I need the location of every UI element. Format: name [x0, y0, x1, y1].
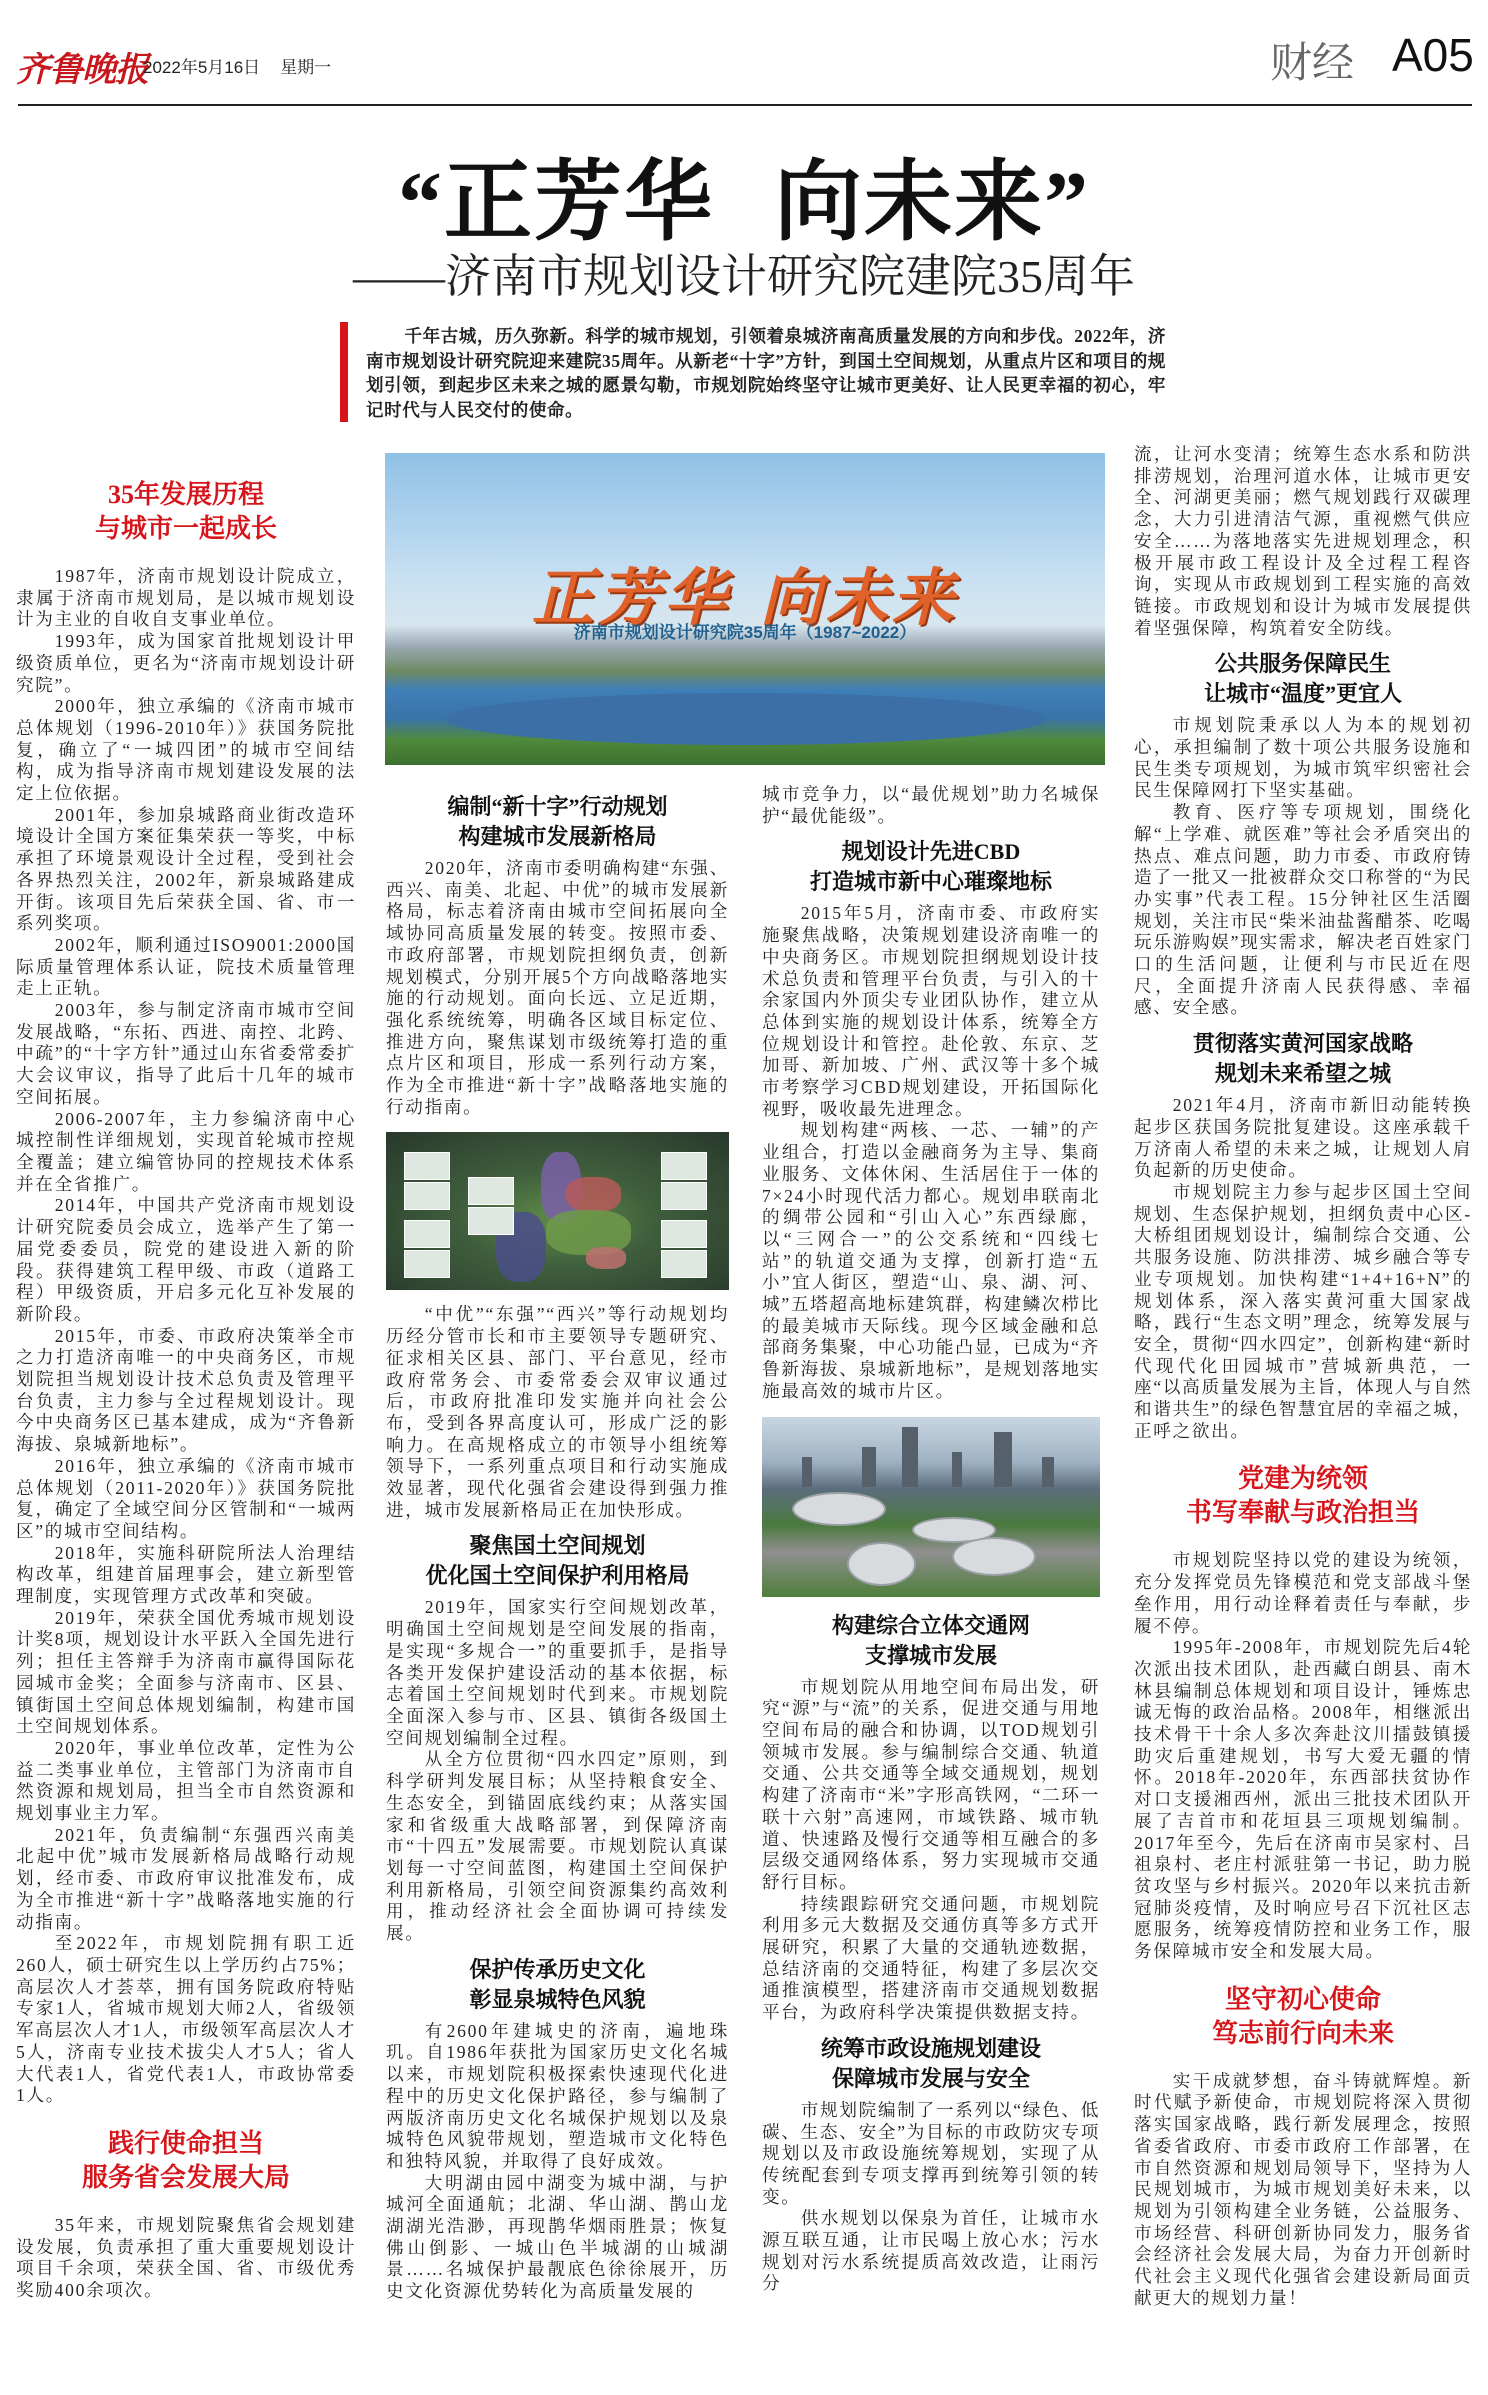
- heading-line: 让城市“温度”更宜人: [1203, 681, 1402, 707]
- article-paragraph: 2003年，参与制定济南市城市空间发展战略，“东拓、西进、南控、北跨、中疏”的“十字方针”通过山东省委常委扩大会议审议，指导了此后十几年的城市空间拓展。: [16, 1000, 356, 1107]
- heading-line: 35年发展历程: [107, 480, 264, 509]
- article-paragraph: 持续跟踪研究交通问题，市规划院利用多元大数据及交通仿真等多方式开展研究，积累了大量的交通轨迹数据，总结济南的交通特征，构建了多层次交通推演模型，搭建济南市交通规划数据平台，为政府科学决策提供数据支持。: [762, 1893, 1100, 2023]
- heading-line: 保障城市发展与安全: [831, 2065, 1030, 2091]
- hero-image: [385, 453, 1105, 765]
- page-subtitle: ——济南市规划设计研究院建院35周年: [353, 251, 1135, 302]
- article-paragraph: 2015年，市委、市政府决策举全市之力打造济南唯一的中央商务区，市规划院担当规划设计技术总负责及管理平台负责，主力参与全过程规划设计。现今中央商务区已基本建成，成为“齐鲁新海拔、泉城新地标”。: [16, 1325, 356, 1455]
- weekday-text: 星期一: [280, 58, 332, 77]
- heading-line: 规划设计先进CBD: [841, 839, 1021, 865]
- article-paragraph: 2002年，顺利通过ISO9001:2000国际质量管理体系认证，院技术质量管理走上正轨。: [16, 934, 356, 999]
- article-paragraph: 城市竞争力，以“最优规划”助力名城保护“最优能级”。: [762, 784, 1100, 826]
- article-paragraph: 2015年5月，济南市委、市政府实施聚焦战略，决策规划建设济南唯一的中央商务区。市规划院担纲规划设计技术总负责和管理平台负责，与引入的十余家国内外顶尖专业团队协作，建立从总体到实施的规划设计体系，统筹全方位规划设计和管控。赴伦敦、东京、芝加哥、新加坡、广州、武汉等十多个城市考察学习CBD规划建设，开拓国际化视野，吸收最先进理念。: [762, 903, 1100, 1119]
- heading-line: 统筹市政设施规划建设: [820, 2035, 1041, 2061]
- heading-line: 编制“新十字”行动规划: [447, 794, 668, 819]
- section-heading: [762, 2034, 1100, 2094]
- article-paragraph: “中优”“东强”“西兴”等行动规划均历经分管市长和市主要领导专题研究、征求相关区县、部门、平台意见，经市政府常务会、市委常委会双审议通过后，市政府批准印发实施并向社会公布，受到各界高度认可，形成广泛的影响力。在高规格成立的市领导小组统筹领导下，一系列重点项目和行动实施成效显著，现代化强省会建设得到强力推进，城市发展新格局正在加快形成。: [386, 1304, 729, 1520]
- map-thumbnail: [404, 1182, 450, 1210]
- lead-paragraph-box: [340, 322, 1170, 422]
- section-heading: [386, 792, 729, 852]
- heading-line: 聚焦国土空间规划: [469, 1533, 646, 1559]
- section-heading: [386, 1955, 729, 2015]
- heading-line: 坚守初心使命: [1224, 1984, 1381, 2014]
- heading-line: 贯彻落实黄河国家战略: [1192, 1031, 1413, 1057]
- article-paragraph: 2021年，负责编制“东强西兴南美北起中优”城市发展新格局战略行动规划，经市委、市政府审议批准发布，成为全市推进“新十字”战略落地实施的行动指南。: [16, 1824, 356, 1932]
- section-heading: [16, 478, 356, 546]
- heading-line: 践行使命担当: [107, 2128, 264, 2158]
- heading-line: 笃志前行向未来: [1211, 2018, 1394, 2048]
- heading-line: 打造城市新中心璀璨地标: [809, 869, 1052, 895]
- section-heading: [386, 1531, 729, 1591]
- section-heading: [1134, 649, 1472, 709]
- article-paragraph: 2001年，参加泉城路商业街改造环境设计全国方案征集荣获一等奖，中标承担了环境景观设计全过程，受到社会各界热烈关注，2002年，新泉城路建成开街。该项目先后荣获全国、省、市一系列奖项。: [16, 804, 356, 934]
- article-paragraph: 35年来，市规划院聚焦省会规划建设发展，负责承担了重大重要规划设计项目千余项，荣获全国、省、市级优秀奖励400余项次。: [16, 2214, 356, 2301]
- skyscraper-shape: [994, 1432, 1012, 1487]
- page-number: A05: [1392, 29, 1474, 81]
- heading-line: 优化国土空间保护利用格局: [425, 1563, 690, 1589]
- article-paragraph: 2018年，实施科研院所法人治理结构改革，组建首届理事会，建立新型管理制度，实现管理方式改革和突破。: [16, 1542, 356, 1607]
- date-text: 2022年5月16日: [143, 58, 261, 77]
- stadium-shape: [792, 1492, 886, 1526]
- article-paragraph: 1987年，济南市规划设计院成立，隶属于济南市规划局，是以城市规划设计为主业的自收自支事业单位。: [16, 566, 356, 630]
- heading-line: 保护传承历史文化: [469, 1956, 646, 1982]
- map-thumbnail: [468, 1207, 514, 1235]
- article-paragraph: 市规划院坚持以党的建设为统领，充分发挥党员先锋模范和党支部战斗堡垒作用，用行动诠释着责任与奉献，步履不停。: [1134, 1550, 1472, 1636]
- title-part-1: “正芳华: [397, 155, 714, 252]
- calligraphy-part-2: 向未来: [760, 565, 959, 633]
- calligraphy-part-1: 正芳华: [531, 565, 730, 633]
- header-divider: [18, 104, 1472, 106]
- article-paragraph: 规划构建“两核、一芯、一辅”的产业组合，打造以金融商务为主导、集商业服务、文体休闲、生活居住于一体的7×24小时现代活力都心。规划串联南北的绸带公园和“引山入心”东西绿廊，以“三网合一”的公交系统和“四线七站”的轨道交通为支撑，创新打造“五小”宜人街区，塑造“山、泉、湖、河、城”五塔超高地标建筑群，构建鳞次栉比的最美城市天际线。现今区域金融和总部商务集聚，中心功能凸显，已成为“齐鲁新海拔、泉城新地标”，是规划落地实施最高效的城市片区。: [762, 1120, 1100, 1401]
- lead-accent-bar: [340, 322, 348, 422]
- column-2: [386, 782, 729, 2303]
- hero-caption: 济南市规划设计研究院35周年（1987~2022）: [573, 623, 917, 642]
- lake-shape: [445, 693, 1045, 745]
- map-thumbnail: [661, 1182, 707, 1210]
- map-thumbnail: [404, 1220, 450, 1248]
- heading-line: 公共服务保障民生: [1214, 651, 1391, 677]
- map-thumbnail: [404, 1152, 450, 1180]
- article-paragraph: 教育、医疗等专项规划，围绕化解“上学难、就医难”等社会矛盾突出的热点、难点问题，助力市委、市政府铸造了一批又一批被群众交口称誉的“为民办实事”代表工程。15分钟社区生活圈规划，关注市民“柴米油盐酱醋茶、吃喝玩乐游购娱”现实需求，解决老百姓家门口的生活问题，让便利与市民近在咫尺，全面提升济南人民获得感、幸福感、安全感。: [1134, 802, 1472, 1018]
- map-district-shape: [566, 1177, 621, 1212]
- heading-line: 规划未来希望之城: [1214, 1061, 1391, 1087]
- map-thumbnail: [661, 1220, 707, 1248]
- section-name: 财经: [1270, 39, 1355, 86]
- section-heading: [1134, 1462, 1472, 1530]
- article-paragraph: 2020年，事业单位改革，定性为公益二类事业单位，主管部门为济南市自然资源和规划局，担当全市自然资源和规划事业主力军。: [16, 1737, 356, 1824]
- planning-map-image: [386, 1132, 729, 1290]
- article-paragraph: 2020年，济南市委明确构建“东强、西兴、南美、北起、中优”的城市发展新格局，标志着济南由城市空间拓展向全域协同高质量发展的转变。按照市委、市政府部署，市规划院担纲负责，创新规划模式，分别开展5个方向战略落地实施的行动规划。面向长远、立足近期，强化系统统筹，明确各区域目标定位、推进方向，聚焦谋划市级统筹打造的重点片区和项目，形成一系列行动方案，作为全市推进“新十字”战略落地实施的行动指南。: [386, 858, 729, 1117]
- article-paragraph: 2006-2007年，主力参编济南中心城控制性详细规划，实现首轮城市控规全覆盖；建立编管协同的控规技术体系并在全省推广。: [16, 1108, 356, 1194]
- heading-line: 彰显泉城特色风貌: [469, 1986, 646, 2012]
- article-paragraph: 至2022年，市规划院拥有职工近260人，硕士研究生以上学历约占75%；高层次人才荟萃，拥有国务院政府特贴专家1人，省城市规划大师2人，省级领军高层次人才1人，市级领军高层次人才5人，济南专业技术拔尖人才5人；省人大代表1人，省党代表1人，市政协常委1人。: [16, 1933, 356, 2106]
- skyscraper-shape: [862, 1447, 876, 1487]
- heading-line: 与城市一起成长: [94, 514, 277, 543]
- cbd-aerial-photo: [762, 1417, 1100, 1597]
- map-thumbnail: [404, 1250, 450, 1278]
- article-paragraph: 2021年4月，济南市新旧动能转换起步区获国务院批复建设。这座承载千万济南人希望的未来之城，让规划人肩负起新的历史使命。: [1134, 1095, 1472, 1181]
- heading-line: 服务省会发展大局: [81, 2162, 290, 2192]
- issue-date: [143, 53, 351, 78]
- newspaper-logo: 齐鲁晚报: [16, 52, 148, 89]
- stadium-shape: [847, 1542, 916, 1586]
- article-paragraph: 市规划院编制了一系列以“绿色、低碳、生态、安全”为目标的市政防灾专项规划以及市政设施统筹规划，实现了从传统配套到专项支撑再到统筹引领的转变。: [762, 2099, 1100, 2207]
- article-paragraph: 实干成就梦想，奋斗铸就辉煌。新时代赋予新使命，市规划院将深入贯彻落实国家战略，践行新发展理念，按照省委省政府、市委市政府工作部署，在市自然资源和规划局领导下，坚持为人民规划城市，为城市规划美好未来，以规划为引领构建全业务链，公益服务、市场经营、科研创新协同发力，服务省会经济社会发展大局，为奋力开创新时代社会主义现代化强省会建设新局面贡献更大的规划力量！: [1134, 2070, 1472, 2308]
- column-1: [16, 458, 356, 2302]
- map-thumbnail: [468, 1177, 514, 1205]
- article-paragraph: 有2600年建城史的济南，遍地珠玑。自1986年获批为国家历史文化名城以来，市规划院积极探索快速现代化进程中的历史文化保护路径，参与编制了两版济南历史文化名城保护规划以及泉城特色风貌带规划，塑造城市文化特色和独特风貌，并取得了良好成效。: [386, 2020, 729, 2171]
- stadium-shape: [912, 1517, 996, 1543]
- article-paragraph: 流，让河水变清；统筹生态水系和防洪排涝规划，治理河道水体，让城市更安全、河湖更美丽；燃气规划践行双碳理念，大力引进清洁气源，重视燃气供应安全……为落地落实先进规划理念，积极开展市政工程设计及全过程工程咨询，实现从市政规划到工程实施的高效链接。市政规划和设计为城市发展提供着坚强保障，构筑着安全防线。: [1134, 444, 1472, 638]
- skyscraper-shape: [802, 1457, 812, 1487]
- skyscraper-shape: [1042, 1457, 1054, 1487]
- heading-line: 构建城市发展新格局: [458, 824, 657, 849]
- article-paragraph: 2019年，荣获全国优秀城市规划设计奖8项，规划设计水平跃入全国先进行列；担任主答辩手为济南市赢得国际花园城市金奖；全面参与济南市、区县、镇街国土空间总体规划编制，构建市国土空间规划体系。: [16, 1607, 356, 1737]
- article-paragraph: 市规划院从用地空间布局出发，研究“源”与“流”的关系，促进交通与用地空间布局的融合和协调，以TOD规划引领城市发展。参与编制综合交通、轨道交通、公共交通等全域交通规划，规划构建了济南市“米”字形高铁网，“二环一联十六射”高速网，市域铁路、城市轨道、快速路及慢行交通等相互融合的多层级交通网络体系，努力实现城市交通舒行目标。: [762, 1676, 1100, 1892]
- column-3: [762, 784, 1100, 2295]
- section-heading: [1134, 1983, 1472, 2051]
- column-4: [1134, 444, 1472, 2310]
- article-paragraph: 2000年，独立承编的《济南市城市总体规划（1996-2010年）》获国务院批复，确立了“一城四团”的城市空间结构，成为指导济南市规划建设发展的法定上位依据。: [16, 696, 356, 804]
- article-paragraph: 1993年，成为国家首批规划设计甲级资质单位，更名为“济南市规划设计研究院”。: [16, 631, 356, 695]
- map-thumbnail: [661, 1152, 707, 1180]
- article-paragraph: 1995年-2008年，市规划院先后4轮次派出技术团队，赴西藏白朗县、南木林县编制总体规划和项目设计，锤炼忠诚无悔的政治品格。2008年，相继派出技术骨干十余人多次奔赴汶川擂鼓镇援助灾后重建规划，书写大爱无疆的情怀。2018年-2020年，东西部扶贫协作对口支援湘西州，派出三批技术团队开展了吉首市和花垣县三项规划编制。2017年至今，先后在济南市吴家村、吕祖泉村、老庄村派驻第一书记，助力脱贫攻坚与乡村振兴。2020年以来抗击新冠肺炎疫情，及时响应号召下沉社区志愿服务，统筹疫情防控和业务工作，服务保障城市安全和发展大局。: [1134, 1637, 1472, 1962]
- heading-line: 党建为统领: [1237, 1464, 1368, 1494]
- section-heading: [762, 837, 1100, 897]
- skyscraper-shape: [952, 1452, 962, 1487]
- article-paragraph: 市规划院秉承以人为本的规划初心，承担编制了数十项公共服务设施和民生类专项规划，为城市筑牢织密社会民生保障网打下坚实基础。: [1134, 715, 1472, 801]
- article-paragraph: 供水规划以保泉为首任，让城市水源互联互通，让市民喝上放心水；污水规划对污水系统提质高效改造，让雨污分: [762, 2208, 1100, 2294]
- section-heading: [16, 2127, 356, 2195]
- article-paragraph: 从全方位贯彻“四水四定”原则，到科学研判发展目标；从坚持粮食安全、生态安全，到锚固底线约束；从落实国家和省级重大战略部署，到保障济南市“十四五”发展需要。市规划院认真谋划每一寸空间蓝图，构建国土空间保护利用新格局，引领空间资源集约高效利用，推动经济社会全面协调可持续发展。: [386, 1749, 729, 1944]
- article-paragraph: 2019年，国家实行空间规划改革，明确国土空间规划是空间发展的指南，是实现“多规合一”的重要抓手，是指导各类开发保护建设活动的基本依据，标志着国土空间规划时代到来。市规划院全面深入参与市、区县、镇街各级国土空间规划编制全过程。: [386, 1597, 729, 1748]
- heading-line: 支撑城市发展: [864, 1642, 997, 1668]
- article-paragraph: 2016年，独立承编的《济南市城市总体规划（2011-2020年）》获国务院批复，确定了全域空间分区管制和“一城两区”的城市空间结构。: [16, 1455, 356, 1541]
- map-thumbnail: [661, 1250, 707, 1278]
- article-paragraph: 大明湖由园中湖变为城中湖，与护城河全面通航；北湖、华山湖、鹊山龙湖湖光浩渺，再现鹊华烟雨胜景；恢复佛山倒影、一城山色半城湖的山城湖景……名城保护最靓底色徐徐展开，历史文化资源优势转化为高质量发展的: [386, 2172, 729, 2302]
- heading-line: 书写奉献与政治担当: [1185, 1498, 1420, 1528]
- article-paragraph: 2014年，中国共产党济南市规划设计研究院委员会成立，选举产生了第一届党委委员，院党的建设进入新的阶段。获得建筑工程甲级、市政（道路工程）甲级资质，开启多元化互补发展的新阶段。: [16, 1195, 356, 1324]
- lead-paragraph: 千年古城，历久弥新。科学的城市规划，引领着泉城济南高质量发展的方向和步伐。2022年，济南市规划设计研究院迎来建院35周年。从新老“十字”方针，到国土空间规划，从重点片区和项目的规划引领，到起步区未来之城的愿景勾勒，市规划院始终坚守让城市更美好、让人民更幸福的初心，牢记时代与人民交付的使命。: [366, 326, 1166, 420]
- article-paragraph: 市规划院主力参与起步区国土空间规划、生态保护规划，担纲负责中心区-大桥组团规划设计，编制综合交通、公共服务设施、防洪排涝、城乡融合等专业专项规划。加快构建“1+4+16+N”的规划体系，深入落实黄河重大国家战略，践行“生态文明”理念，统筹发展与安全，贯彻“四水四定”，创新构建“新时代现代化田园城市”营城新典范，一座“以高质量发展为主旨，体现人与自然和谐共生”的绿色智慧宜居的幸福之城，正呼之欲出。: [1134, 1181, 1472, 1441]
- heading-line: 构建综合立体交通网: [831, 1612, 1030, 1638]
- skyscraper-shape: [902, 1427, 918, 1487]
- section-heading: [1134, 1029, 1472, 1089]
- section-heading: [762, 1611, 1100, 1671]
- title-part-2: 向未来”: [774, 155, 1091, 252]
- map-district-shape: [586, 1247, 626, 1269]
